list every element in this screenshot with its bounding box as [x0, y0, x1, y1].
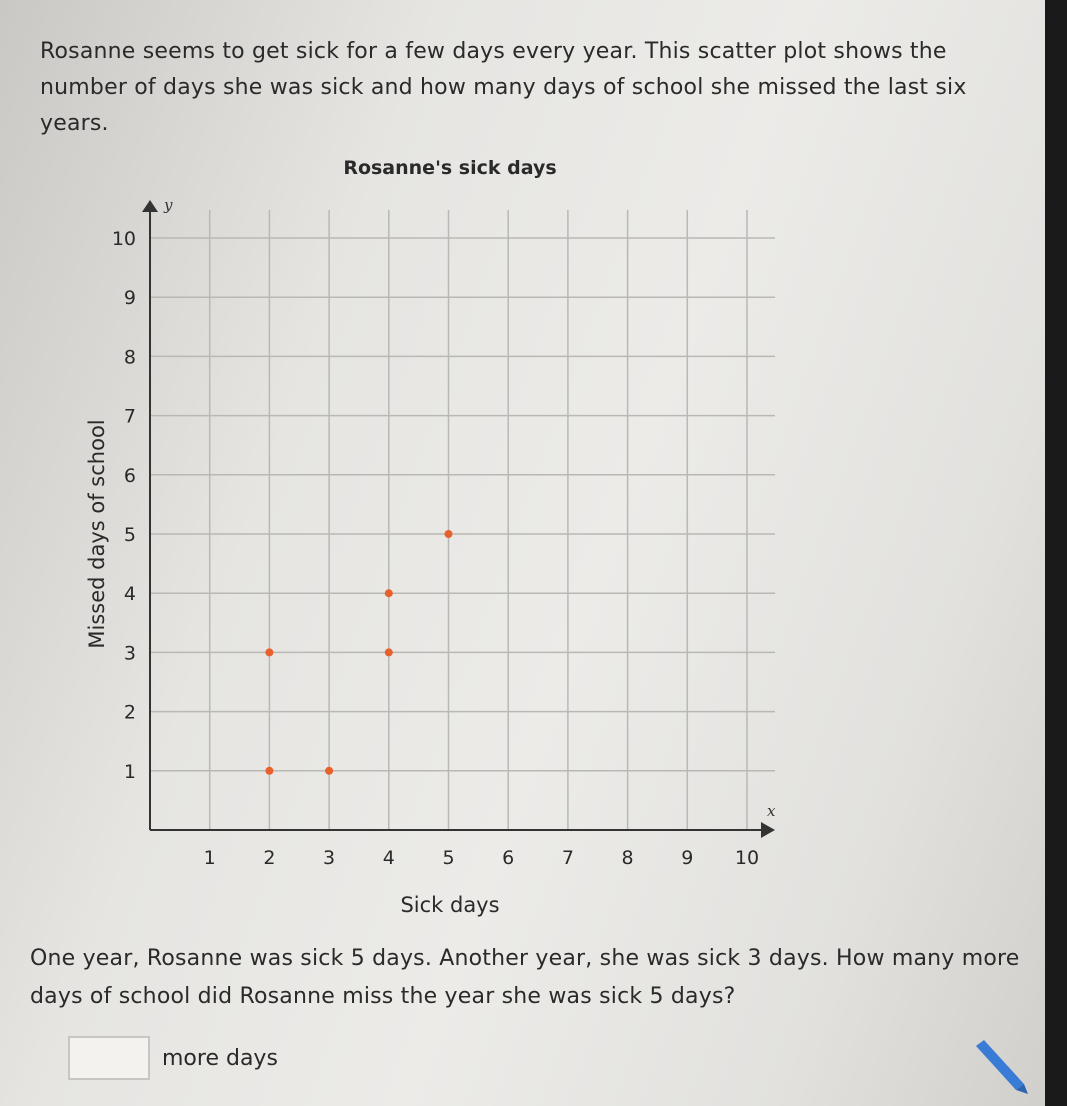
chart-title: Rosanne's sick days	[343, 157, 557, 179]
y-tick-label-7: 7	[123, 405, 136, 428]
answer-row	[68, 1036, 278, 1080]
x-tick-label-1: 1	[203, 847, 216, 869]
scatter-chart	[0, 150, 900, 930]
question-prompt: One year, Rosanne was sick 5 days. Another year, she was sick 3 days. How many more days of school did Rosanne miss the year she was sick 5 days?	[30, 946, 1020, 1009]
answer-suffix: more days	[162, 1045, 278, 1071]
y-tick-label-3: 3	[123, 642, 136, 665]
data-point-0	[265, 767, 273, 775]
y-tick-label-8: 8	[123, 346, 136, 369]
x-tick-label-2: 2	[263, 847, 276, 869]
question-intro: Rosanne seems to get sick for a few days every year. This scatter plot shows the number of days she was sick and how many days of school she missed the last six years.	[40, 39, 967, 136]
x-axis-label: Sick days	[400, 893, 500, 917]
y-axis-letter: y	[164, 196, 173, 214]
x-tick-label-6: 6	[502, 847, 515, 869]
answer-input[interactable]	[68, 1036, 150, 1080]
data-point-5	[445, 530, 453, 538]
y-tick-label-4: 4	[123, 583, 136, 606]
x-tick-label-9: 9	[681, 847, 694, 869]
y-tick-label-9: 9	[123, 287, 136, 310]
y-tick-label-6: 6	[123, 464, 136, 487]
scatter-plot-svg	[0, 150, 900, 930]
pencil-icon[interactable]	[970, 1040, 1030, 1096]
x-tick-label-10: 10	[734, 847, 760, 869]
y-tick-label-5: 5	[123, 524, 136, 546]
data-point-1	[325, 767, 333, 775]
x-tick-label-5: 5	[442, 847, 455, 869]
y-axis-label: Missed days of school	[85, 419, 109, 649]
x-axis-letter: x	[767, 802, 776, 820]
screen-edge	[1045, 0, 1067, 1106]
data-point-4	[385, 589, 393, 597]
data-point-3	[385, 648, 393, 656]
y-tick-label-1: 1	[123, 760, 136, 783]
x-tick-label-8: 8	[621, 847, 634, 869]
y-tick-label-10: 10	[111, 228, 136, 250]
y-tick-label-2: 2	[123, 701, 136, 724]
x-tick-label-4: 4	[382, 847, 395, 869]
x-tick-label-3: 3	[323, 847, 336, 869]
data-point-2	[265, 648, 273, 656]
y-axis-arrow	[142, 200, 158, 212]
x-axis-arrow	[761, 822, 775, 838]
x-tick-label-7: 7	[561, 847, 574, 869]
